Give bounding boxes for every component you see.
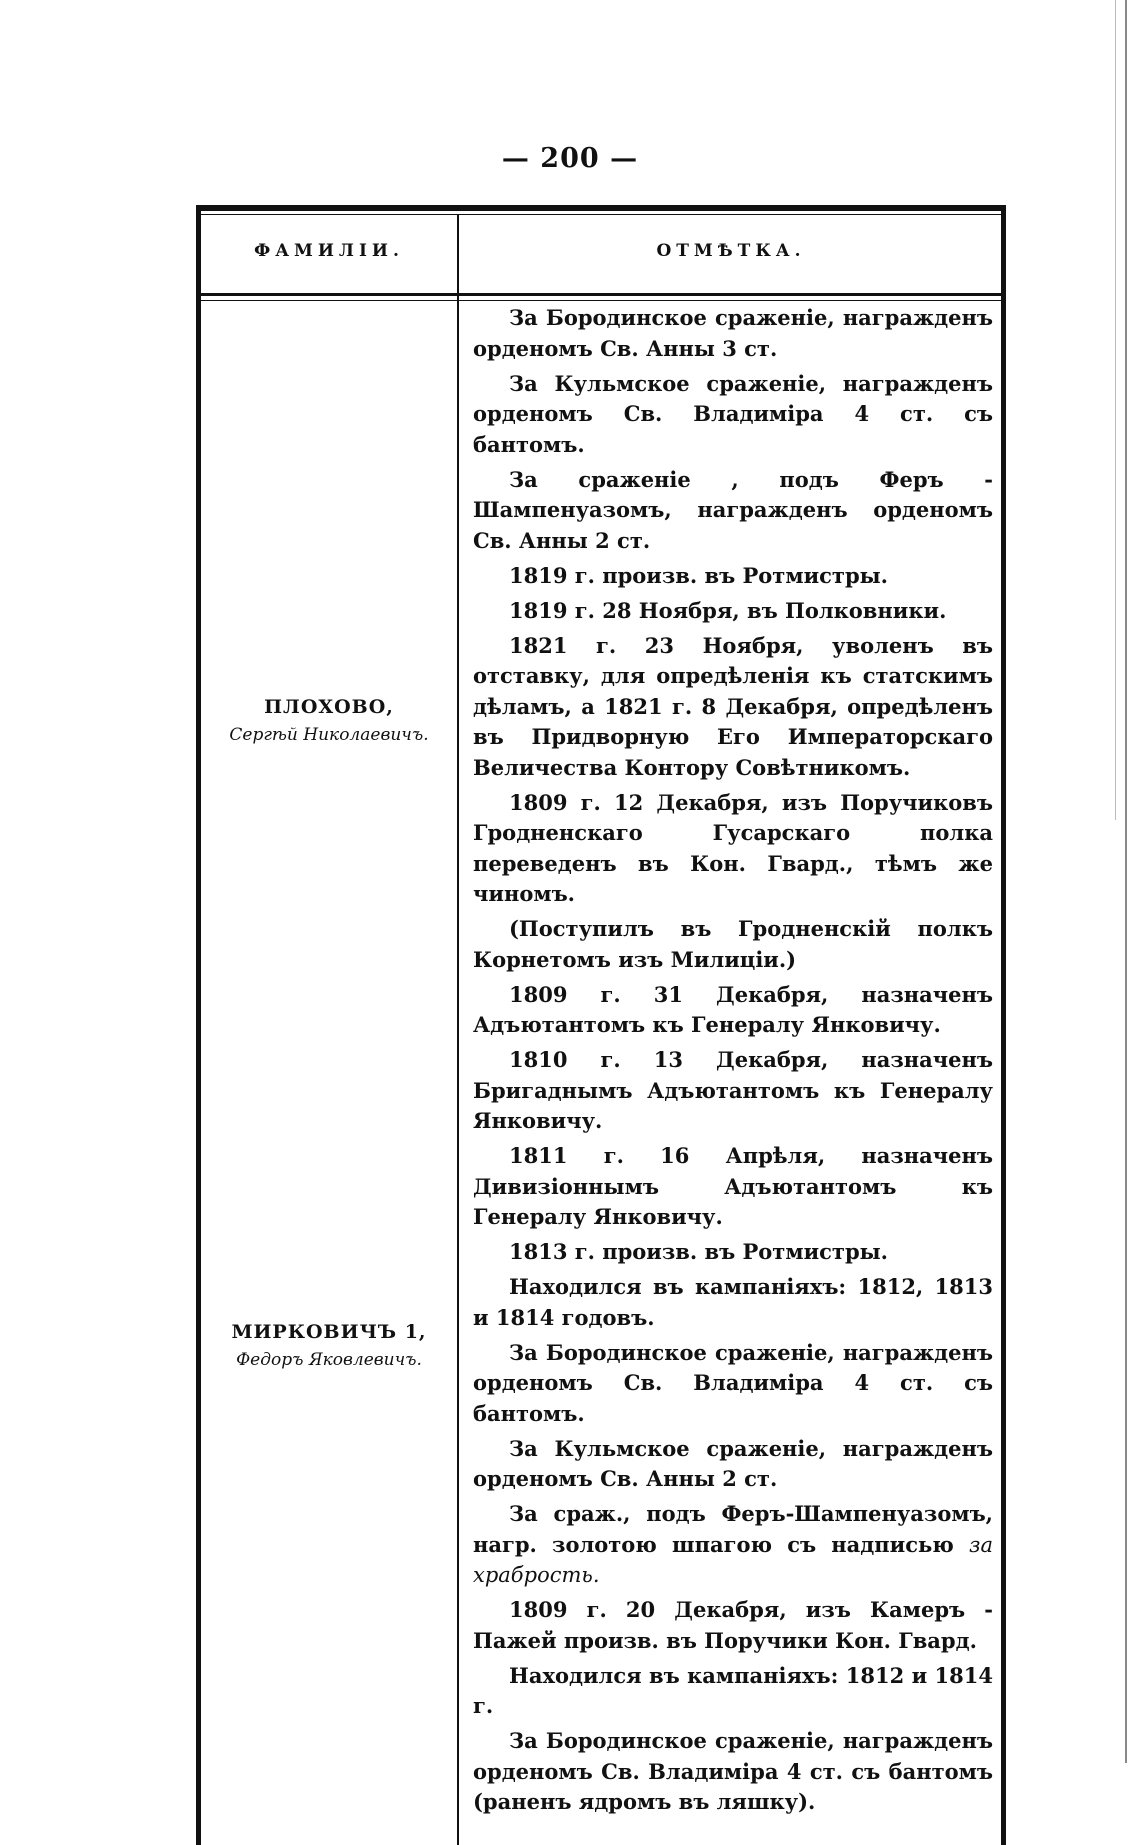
person-given-name: Сергѣй Николаевичъ.	[229, 725, 429, 745]
remark: За Кульмское сраженіе, награжденъ орденомъ Св. Анны 2 ст.	[473, 1435, 993, 1491]
remark: Находился въ кампаніяхъ: 1812, 1813 и 1814 годовъ.	[473, 1274, 993, 1330]
remarks-column	[473, 303, 993, 1822]
top-border	[196, 205, 1006, 211]
header-names: ФАМИЛІИ.	[254, 241, 404, 261]
remark: За Бородинское сраженіе, награжденъ орденомъ Св. Владиміра 4 ст. съ бантомъ (раненъ ядромъ въ ляшку).	[473, 1728, 993, 1814]
remark-text: За сраж., подъ Феръ-Шампенуазомъ, нагр. золотою шпагою съ надписью	[473, 1501, 993, 1557]
remark: За сраженіе , подъ Феръ - Шампенуазомъ, награжденъ орденомъ Св. Анны 2 ст.	[473, 466, 993, 553]
remark: 1809 г. 31 Декабря, назначенъ Адъютантомъ къ Генералу Янковичу.	[473, 981, 993, 1037]
scan-edge-right-inner	[1115, 0, 1116, 820]
page-number: — 200 —	[501, 143, 639, 174]
person-surname: ПЛОХОВО,	[264, 696, 394, 718]
header-rule	[196, 293, 1006, 296]
remark: Находился въ кампаніяхъ: 1812 и 1814 г.	[473, 1662, 993, 1718]
remark: 1810 г. 13 Декабря, назначенъ Бригаднымъ Адъютантомъ къ Генералу Янковичу.	[473, 1047, 993, 1133]
remark: За Бородинское сраженіе, награжденъ орденомъ Св. Владиміра 4 ст. съ бантомъ.	[473, 1339, 993, 1426]
remark-with-inscription	[473, 1499, 993, 1591]
register-table	[196, 205, 1006, 1845]
top-border-thin	[196, 214, 1006, 215]
person-entry	[204, 1318, 454, 1374]
remark: За Кульмское сраженіе, награжденъ орденомъ Св. Владиміра 4 ст. съ бантомъ.	[473, 370, 993, 457]
column-divider	[457, 215, 459, 1845]
remark: 1811 г. 16 Апрѣля, назначенъ Дивизіоннымъ Адъютантомъ къ Генералу Янковичу.	[473, 1143, 993, 1229]
remark: 1819 г. 28 Ноября, въ Полковники.	[509, 597, 947, 623]
person-surname: МИРКОВИЧЪ 1,	[231, 1321, 427, 1343]
header-rule-thin	[196, 300, 1006, 301]
remark: 1809 г. 12 Декабря, изъ Поручиковъ Гродненскаго Гусарскаго полка переведенъ въ Кон. Гвард., тѣмъ же чиномъ.	[473, 789, 993, 906]
person-entry	[204, 693, 454, 749]
right-border	[1001, 205, 1006, 1845]
remark: (Поступилъ въ Гродненскій полкъ Корнетомъ изъ Милиціи.)	[473, 916, 993, 972]
remark: 1819 г. произв. въ Ротмистры.	[509, 562, 888, 588]
inscription: за храбрость.	[473, 1532, 994, 1587]
scan-edge-right	[1125, 0, 1127, 1763]
remark: 1821 г. 23 Ноября, уволенъ въ отставку, для опредѣленія къ статскимъ дѣламъ, а 1821 г. 8 Декабря, опредѣленъ въ Придворную Его Императорскаго Величества Контору Совѣтникомъ.	[473, 632, 993, 780]
person-given-name: Федоръ Яковлевичъ.	[236, 1350, 422, 1370]
remark: 1809 г. 20 Декабря, изъ Камеръ - Пажей произв. въ Поручики Кон. Гвард.	[473, 1597, 993, 1653]
remark: За Бородинское сраженіе, награжденъ орденомъ Св. Анны 3 ст.	[473, 305, 993, 361]
remark: 1813 г. произв. въ Ротмистры.	[509, 1239, 888, 1264]
left-border	[196, 205, 201, 1845]
header-remarks: ОТМѢТКА.	[656, 241, 806, 261]
